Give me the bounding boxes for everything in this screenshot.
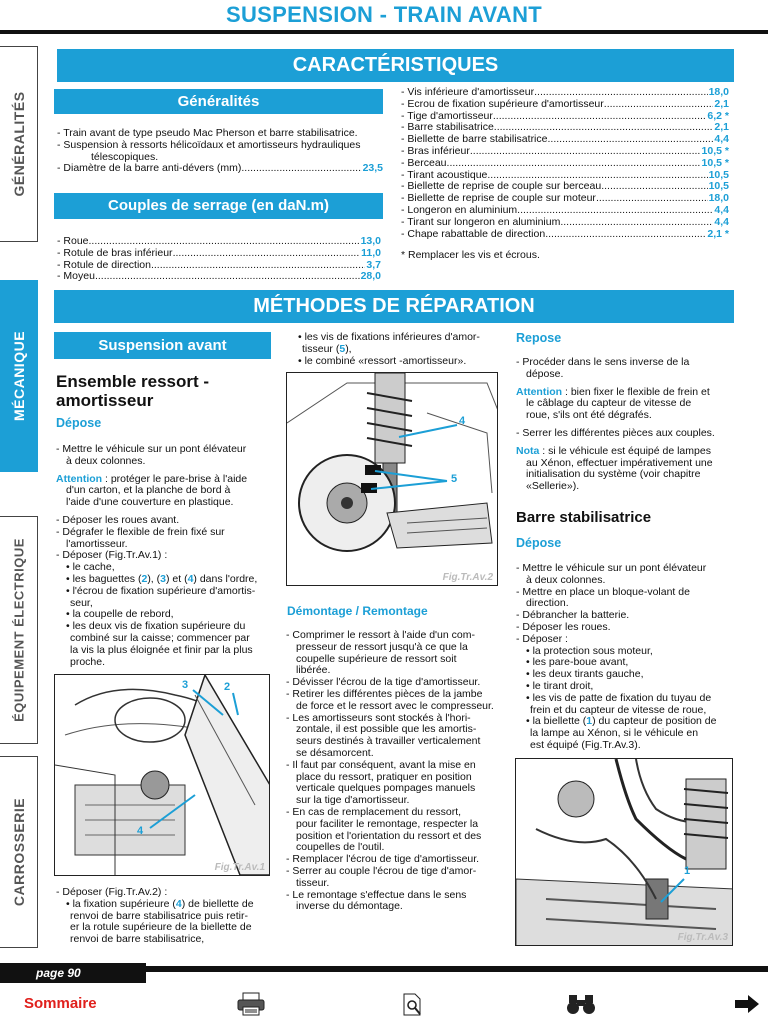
couple-row: - Moyeu ..... 28,0 — [57, 271, 381, 283]
fig1-label-4: 4 — [137, 825, 144, 837]
search-document-icon[interactable] — [401, 993, 425, 1017]
arrow-right-icon[interactable] — [734, 994, 760, 1014]
page-title: SUSPENSION - TRAIN AVANT — [225, 2, 543, 27]
tab-generalites[interactable]: GÉNÉRALITÉS — [0, 46, 38, 242]
col3-barre-text: - Mettre le véhicule sur un pont élévateur à deux colonnes. - Mettre en place un bloque-volant de direction. - Débrancher la batterie. - Déposer les roues. - Déposer : • la protection sous moteur, • les pare-boue avant, • les deux tirants gauche, • le tirant droit, • les vis de patte de fixation du tuyau de frein et du capteur de vitesse de roue, • la biellette (1) du capteur de position de la lampe au Xénon, si le véhicule en est équipé (Fig.Tr.Av.3). — [516, 562, 717, 751]
tab-equipement-electrique[interactable]: ÉQUIPEMENT ÉLECTRIQUE — [0, 516, 38, 744]
couple-row: - Roue ..... 13,0 — [57, 236, 381, 248]
methodes-banner: MÉTHODES DE RÉPARATION — [54, 290, 734, 323]
fig1-label-3: 3 — [182, 679, 189, 691]
fig3-caption: Fig.Tr.Av.3 — [677, 932, 728, 943]
couple-row: - Biellette de reprise de couple sur moteur ..... 18,0 — [401, 193, 729, 205]
couples-banner: Couples de serrage (en daN.m) — [54, 193, 383, 219]
couple-row: - Berceau ..... 10,5 * — [401, 158, 729, 170]
figure-2-drawing — [287, 373, 498, 586]
couple-row: - Tirant acoustique ..... 10,5 — [401, 170, 729, 182]
depose-title: Dépose — [56, 416, 102, 430]
fig2-label-4: 4 — [459, 415, 466, 427]
couple-row: - Vis inférieure d'amortisseur ..... 18,0 — [401, 87, 729, 99]
caracteristiques-banner: CARACTÉRISTIQUES — [57, 49, 734, 82]
couple-row: - Bras inférieur ..... 10,5 * — [401, 146, 729, 158]
couple-row: - Tige d'amortisseur ..... 6,2 * — [401, 111, 729, 123]
couple-row: - Rotule de bras inférieur ..... 11,0 — [57, 248, 381, 260]
ensemble-title: Ensemble ressort - amortisseur — [56, 372, 210, 410]
repose-title: Repose — [516, 331, 562, 345]
header-rule — [0, 30, 768, 34]
col1-bottom-text: - Déposer (Fig.Tr.Av.2) : • la fixation supérieure (4) de biellette de renvoi de barre stabilisatrice puis retir- er la rotule supérieure de la biellette de renvoi de barre stabilisatrice, — [56, 886, 254, 946]
tab-carrosserie[interactable]: CARROSSERIE — [0, 756, 38, 948]
diametre-row: - Diamètre de la barre anti-dévers (mm) ..... 23,5 — [57, 163, 383, 175]
fig1-caption: Fig.Tr.Av.1 — [214, 862, 265, 873]
couple-row: - Biellette de reprise de couple sur berceau ..... 10,5 — [401, 181, 729, 193]
demontage-title: Démontage / Remontage — [287, 604, 428, 618]
barre-depose-title: Dépose — [516, 536, 562, 550]
suspension-avant-banner: Suspension avant — [54, 332, 271, 359]
couple-row: - Tirant sur longeron en aluminium ..... 4,4 — [401, 217, 729, 229]
figure-3-drawing — [516, 759, 733, 946]
figure-tr-av-2 — [286, 372, 498, 586]
couples-table-right — [401, 87, 729, 262]
couple-row: - Longeron en aluminium ..... 4,4 — [401, 205, 729, 217]
col1-text: - Mettre le véhicule sur un pont élévateur à deux colonnes. Attention : protéger le pare-brise à l'aide d'un carton, et la planche de bord à l'aide d'une couverture en plastique. - Déposer les roues avant. - Dégrafer le flexible de frein fixé sur l'amortisseur. - Déposer (Fig.Tr.Av.1) : • le cache, • les baguettes (2), (3) et (4) dans l'ordre, • l'écrou de fixation supérieure d'amortis- seur, • la coupelle de rebord, • les deux vis de fixation supérieure du combiné sur la caisse; commencer par la vis la plus éloignée et finir par la plus proche. — [56, 443, 258, 668]
couple-row: - Ecrou de fixation supérieure d'amortisseur ..... 2,1 — [401, 99, 729, 111]
couple-row: - Biellette de barre stabilisatrice ..... 4,4 — [401, 134, 729, 146]
barre-title: Barre stabilisatrice — [516, 509, 652, 526]
couple-row: - Rotule de direction ..... 3,7 — [57, 260, 381, 272]
col2-demontage-text: - Comprimer le ressort à l'aide d'un com- presseur de ressort jusqu'à ce que la coupelle supérieure de ressort soit libérée. - Dévisser l'écrou de la tige d'amortisseur. - Retirer les différentes pièces de la jambe de force et le ressort avec le compresseur. - Les amortisseurs sont stockés à l'hori- zontale, il est possible que les amortis- seurs destinés à travailler verticalement se désamorcent. - Il faut par conséquent, avant la mise en place du ressort, pratiquer en position verticale quelques pompages manuels sur la tige d'amortisseur. - En cas de remplacement du ressort, pour faciliter le remontage, respecter la position et l'orientation du ressort et des coupelles de l'outil. - Remplacer l'écrou de tige d'amortisseur. - Serrer au couple l'écrou de tige d'amor- tisseur. - Le remontage s'effectue dans le sens inverse du démontage. — [286, 629, 494, 913]
binoculars-icon[interactable] — [566, 992, 596, 1016]
note-text: * Remplacer les vis et écrous. — [401, 249, 540, 262]
tab-mecanique[interactable]: MÉCANIQUE — [0, 280, 38, 472]
couple-row: - Barre stabilisatrice ..... 2,1 — [401, 122, 729, 134]
generalites-banner: Généralités — [54, 89, 383, 114]
generalites-text: - Train avant de type pseudo Mac Pherson et barre stabilisatrice. - Suspension à ressorts hélicoïdaux et amortisseurs hydrauliques télescopiques. - Diamètre de la barre anti-dévers (mm) ..... 23,5 — [57, 128, 387, 175]
sommaire-link[interactable]: Sommaire — [24, 995, 97, 1012]
page-number: page 90 — [0, 963, 146, 983]
fig1-label-2: 2 — [224, 681, 231, 693]
figure-tr-av-3 — [515, 758, 733, 946]
couple-row: - Chape rabattable de direction ..... 2,1 * — [401, 229, 729, 241]
fig3-label-1: 1 — [684, 865, 691, 877]
fig2-caption: Fig.Tr.Av.2 — [442, 572, 493, 583]
couples-table — [57, 236, 381, 283]
figure-1-drawing — [55, 675, 270, 876]
fig2-label-5: 5 — [451, 473, 458, 485]
printer-icon[interactable] — [237, 992, 265, 1016]
figure-tr-av-1 — [54, 674, 270, 876]
col2-top-text: • les vis de fixations inférieures d'amor- tisseur (5), • le combiné «ressort -amortisseur». — [298, 331, 480, 367]
col3-repose-text: - Procéder dans le sens inverse de la dépose. Attention : bien fixer le flexible de frein et le câblage du capteur de vitesse de roue, s'ils ont été dégrafés. - Serrer les différentes pièces aux couples. Nota : si le véhicule est équipé de lampes au Xénon, effectuer impérativement une initialisation du système (voir chapitre «Sellerie»). — [516, 356, 715, 493]
